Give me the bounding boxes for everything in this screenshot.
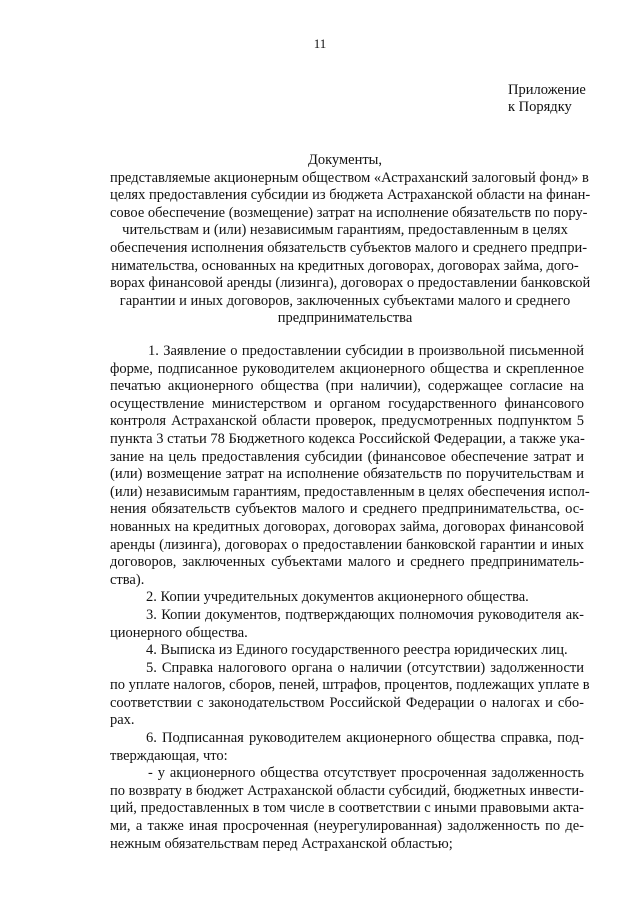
- paragraph-line: 5. Справка налогового органа о наличии (отсутствии) задолженности: [146, 659, 584, 676]
- paragraph-line: контроля Астраханской области проверок, предусмотренных подпунктом 5: [110, 413, 584, 430]
- title-line: чительствам и (или) независимым гарантиям, предоставленным в целях: [122, 222, 568, 239]
- paragraph-line: - у акционерного общества отсутствует просроченная задолженность: [148, 765, 584, 782]
- paragraph-line: аренды (лизинга), договорах о предоставлении банковской гарантии и иных: [110, 536, 584, 553]
- item-2-paragraph: [110, 589, 584, 607]
- title-heading: Документы,: [307, 152, 383, 168]
- appendix-line-2: к Порядку: [508, 99, 572, 115]
- paragraph-line: договоров, заключенных субъектами малого и среднего предприниматель-: [110, 554, 584, 571]
- paragraph-line: пункта 3 статьи 78 Бюджетного кодекса Российской Федерации, а также ука-: [110, 430, 585, 447]
- paragraph-line: нежным обязательствам перед Астраханской областью;: [110, 835, 453, 852]
- paragraph-line: тверждающая, что:: [110, 747, 228, 764]
- paragraph-line: печатью акционерного общества (при наличии), содержащее согласие на: [110, 378, 584, 395]
- appendix-line-1: Приложение: [508, 82, 586, 98]
- appendix-reference: [508, 82, 586, 116]
- paragraph-line: соответствии с законодательством Российской Федерации о налогах и сбо-: [110, 694, 584, 711]
- title-line: предпринимательства: [277, 310, 413, 327]
- title-line: ворах финансовой аренды (лизинга), договорах о предоставлении банковской: [110, 275, 591, 292]
- paragraph-line: нения обязательств субъектов малого и среднего предпринимательства, ос-: [110, 501, 584, 518]
- paragraph-line: по уплате налогов, сборов, пеней, штрафов, процентов, подлежащих уплате в: [110, 677, 590, 694]
- paragraph-line: 6. Подписанная руководителем акционерного общества справка, под-: [146, 730, 584, 747]
- paragraph-line: ционерного общества.: [110, 624, 248, 641]
- title-line: нимательства, основанных на кредитных договорах, договорах займа, дого-: [111, 257, 579, 274]
- paragraph-line: ций, предоставленных в том числе в соответствии с иными правовыми акта-: [110, 800, 584, 817]
- paragraph-line: форме, подписанное руководителем акционерного общества и скрепленное: [110, 360, 584, 377]
- paragraph-line: по возврату в бюджет Астраханской области субсидий, бюджетных инвести-: [110, 782, 584, 799]
- paragraph-line: рах.: [110, 712, 135, 729]
- title-line: целях предоставления субсидии из бюджета Астраханской области на финан-: [110, 187, 591, 204]
- document-body: [110, 343, 590, 853]
- item-4-paragraph: [110, 642, 584, 660]
- paragraph-line: 1. Заявление о предоставлении субсидии в произвольной письменной: [148, 343, 584, 359]
- title-line: гарантии и иных договоров, заключенных субъектами малого и среднего: [119, 292, 571, 309]
- paragraph-line: 4. Выписка из Единого государственного реестра юридических лиц.: [146, 642, 568, 659]
- paragraph-line: 3. Копии документов, подтверждающих полномочия руководителя ак-: [146, 606, 584, 623]
- item-5-paragraph: [110, 659, 590, 730]
- item-1-paragraph: [110, 343, 590, 589]
- paragraph-line: нованных на кредитных договорах, договорах займа, договорах финансовой: [110, 518, 584, 535]
- document-title: [110, 152, 591, 328]
- title-line: совое обеспечение (возмещение) затрат на исполнение обязательств по пору-: [110, 204, 588, 221]
- paragraph-line: (или) возмещение затрат на исполнение обязательств по поручительствам и: [110, 466, 584, 483]
- paragraph-line: осуществление министерством и органом государственного финансового: [110, 395, 584, 412]
- item-3-paragraph: [110, 607, 584, 642]
- item-6-paragraph: [110, 730, 584, 765]
- title-line: представляемые акционерным обществом «Астраханский залоговый фонд» в: [110, 169, 589, 186]
- paragraph-line: ства).: [110, 571, 145, 588]
- item-6-sub-paragraph: [110, 765, 584, 853]
- title-line: обеспечения исполнения обязательств субъектов малого и среднего предпри-: [110, 239, 588, 256]
- paragraph-line: (или) независимым гарантиям, предоставленным в целях обеспечения испол-: [110, 483, 590, 500]
- page-number: 11: [313, 36, 327, 51]
- paragraph-line: ми, а также иная просроченная (неурегулированная) задолженность по де-: [110, 818, 584, 835]
- paragraph-line: 2. Копии учредительных документов акционерного общества.: [146, 589, 529, 606]
- paragraph-line: зание на цель предоставления субсидии (финансовое обеспечение затрат и: [110, 448, 584, 465]
